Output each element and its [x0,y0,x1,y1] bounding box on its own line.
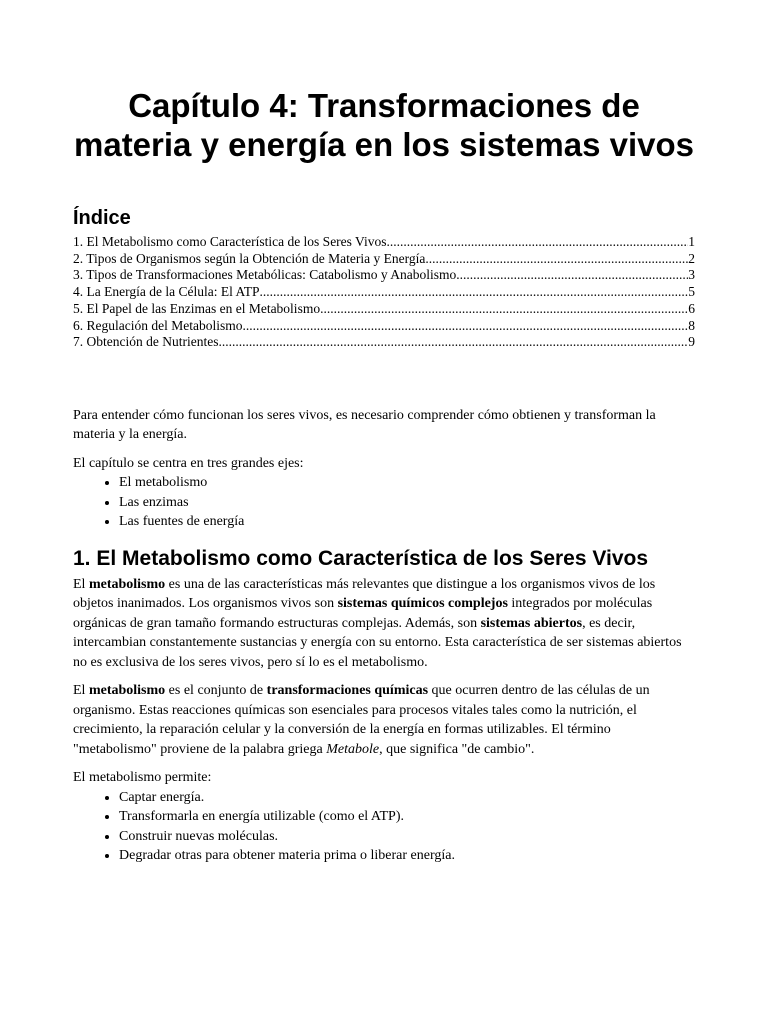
toc-entry-label: 6. Regulación del Metabolismo [73,317,243,333]
toc-entry[interactable] [73,318,695,335]
toc-entry-label: 2. Tipos de Organismos según la Obtención de Materia y Energía [73,250,426,266]
list-item: • Captar energía. [119,788,695,808]
toc-entry-label: 1. El Metabolismo como Característica de los Seres Vivos [73,234,387,249]
toc-leader [387,234,689,251]
italic-term: Metabole [326,741,380,757]
text-run: es el conjunto de [165,683,267,699]
intro-axes-lead: El capítulo se centra en tres grandes ejes: [73,455,304,471]
bold-term: sistemas químicos complejos [337,596,508,612]
list-item: • Las fuentes de energía [119,512,695,532]
toc-entry-page: 8 [688,317,695,333]
toc-entry-page: 1 [688,234,695,249]
toc-leader [259,284,688,301]
section-paragraph [73,681,695,759]
toc-leader [218,334,688,351]
toc-entry-page: 2 [688,250,695,266]
text-run: El [73,683,89,699]
section-paragraph [73,575,695,673]
toc-leader [320,301,688,318]
toc-entry[interactable] [73,267,695,284]
text-run: , que significa "de cambio". [379,741,535,757]
axes-list [73,473,695,532]
list-item: • Degradar otras para obtener materia prima o liberar energía. [119,846,695,866]
toc-entry[interactable] [73,284,695,301]
toc-entry[interactable] [73,234,695,251]
list-item: • Transformarla en energía utilizable (como el ATP). [119,807,695,827]
toc-entry-page: 9 [688,334,695,350]
toc-entry[interactable] [73,301,695,318]
text-run: , es decir, intercambian constantemente sustancias y energía con su entorno. Esta característica de ser sistemas abiertos no es exclusiva de los seres vivos, pero sí lo es el metabolismo. [73,615,682,670]
text-run: es una de las características más relevantes que distingue a los organismos vivos de los objetos inanimados. Los organismos vivos son [73,576,656,612]
toc-entry[interactable] [73,334,695,351]
metabolism-allows-lead: El metabolismo permite: [73,770,212,786]
toc-leader [456,267,688,284]
intro-paragraph: Para entender cómo funcionan los seres vivos, es necesario comprender cómo obtienen y transforman la materia y la energía. [73,407,656,443]
text-run: que ocurren dentro de las células de un organismo. Estas reacciones químicas son esenciales para procesos vitales tales como la nutrición, el crecimiento, la reparación celular y la conversión de la energía en formas utilizables. El término "metabolismo" proviene de la palabra griega [73,683,650,757]
chapter-title: Capítulo 4: Transformaciones de materia y energía en los sistemas vivos [74,87,694,163]
toc-entry-page: 5 [688,284,695,300]
toc-entry-label: 7. Obtención de Nutrientes [73,334,219,350]
list-item: • Construir nuevas moléculas. [119,827,695,847]
toc-leader [425,251,688,268]
toc-leader [242,318,688,335]
toc-entry-page: 3 [688,267,695,283]
toc-entry-label: 3. Tipos de Transformaciones Metabólicas: Catabolismo y Anabolismo [73,267,457,283]
toc-entry-label: 5. El Papel de las Enzimas en el Metabolismo [73,300,321,316]
metabolism-allows-list [73,788,695,866]
document-page [73,0,695,866]
bold-term: metabolismo [88,683,166,699]
table-of-contents [73,234,695,351]
list-item: • Las enzimas [119,493,695,513]
section-heading: 1. El Metabolismo como Característica de los Seres Vivos [73,546,649,570]
toc-entry-page: 6 [688,300,695,316]
toc-entry[interactable] [73,251,695,268]
text-run: El [73,576,89,592]
bold-term: metabolismo [88,576,166,592]
toc-entry-label: 4. La Energía de la Célula: El ATP [73,284,260,300]
bold-term: sistemas abiertos [480,615,583,631]
toc-heading: Índice [73,207,131,229]
list-item: • El metabolismo [119,473,695,493]
text-run: integrados por moléculas orgánicas de gran tamaño formando estructuras complejas. Además, son [73,596,653,631]
bold-term: transformaciones químicas [266,683,429,699]
